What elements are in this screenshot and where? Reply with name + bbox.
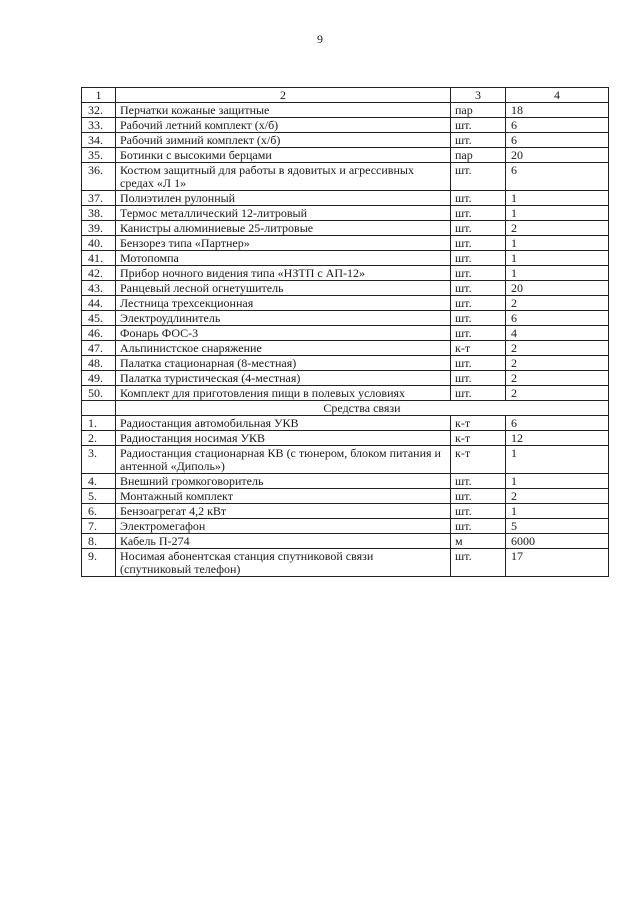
item-quantity: 1 (506, 251, 609, 266)
row-number: 35. (82, 148, 116, 163)
item-name: Альпинистское снаряжение (116, 341, 451, 356)
item-unit: шт. (451, 281, 506, 296)
item-unit: шт. (451, 356, 506, 371)
table-row (82, 431, 609, 446)
table-row (82, 446, 609, 474)
item-name: Канистры алюминиевые 25-литровые (116, 221, 451, 236)
item-unit: шт. (451, 489, 506, 504)
table-row (82, 281, 609, 296)
row-number: 4. (82, 474, 116, 489)
item-quantity: 1 (506, 191, 609, 206)
table-row (82, 133, 609, 148)
row-number: 46. (82, 326, 116, 341)
column-header: 1 (82, 88, 116, 103)
item-name: Комплект для приготовления пищи в полевых условиях (116, 386, 451, 401)
table-row (82, 118, 609, 133)
item-unit: шт. (451, 251, 506, 266)
table-row (82, 103, 609, 118)
item-name: Кабель П-274 (116, 534, 451, 549)
item-unit: шт. (451, 133, 506, 148)
table-header-row (82, 88, 609, 103)
item-unit: пар (451, 148, 506, 163)
item-name: Носимая абонентская станция спутниковой связи (спутниковый телефон) (116, 549, 451, 577)
row-number: 8. (82, 534, 116, 549)
item-quantity: 20 (506, 148, 609, 163)
item-unit: к-т (451, 431, 506, 446)
item-quantity: 2 (506, 296, 609, 311)
row-number: 42. (82, 266, 116, 281)
table-row (82, 474, 609, 489)
table-row (82, 489, 609, 504)
item-name: Радиостанция автомобильная УКВ (116, 416, 451, 431)
row-number: 9. (82, 549, 116, 577)
item-quantity: 17 (506, 549, 609, 577)
row-number: 45. (82, 311, 116, 326)
item-name: Полиэтилен рулонный (116, 191, 451, 206)
item-quantity: 6000 (506, 534, 609, 549)
item-unit: шт. (451, 118, 506, 133)
table-row (82, 236, 609, 251)
item-name: Мотопомпа (116, 251, 451, 266)
row-number: 2. (82, 431, 116, 446)
row-number: 48. (82, 356, 116, 371)
column-header: 4 (506, 88, 609, 103)
item-unit: шт. (451, 191, 506, 206)
item-unit: шт. (451, 311, 506, 326)
item-name: Костюм защитный для работы в ядовитых и агрессивных средах «Л 1» (116, 163, 451, 191)
item-unit: шт. (451, 206, 506, 221)
item-quantity: 1 (506, 504, 609, 519)
item-quantity: 1 (506, 206, 609, 221)
row-number: 50. (82, 386, 116, 401)
item-unit: к-т (451, 416, 506, 431)
row-number: 39. (82, 221, 116, 236)
column-header: 2 (116, 88, 451, 103)
item-quantity: 5 (506, 519, 609, 534)
row-number: 32. (82, 103, 116, 118)
item-unit: шт. (451, 326, 506, 341)
item-name: Палатка туристическая (4-местная) (116, 371, 451, 386)
item-unit: к-т (451, 341, 506, 356)
item-name: Прибор ночного видения типа «НЗТП с АП-12» (116, 266, 451, 281)
item-quantity: 6 (506, 118, 609, 133)
item-quantity: 20 (506, 281, 609, 296)
item-name: Лестница трехсекционная (116, 296, 451, 311)
table-row (82, 356, 609, 371)
item-quantity: 6 (506, 133, 609, 148)
item-quantity: 1 (506, 446, 609, 474)
table-row (82, 519, 609, 534)
table-row (82, 191, 609, 206)
item-quantity: 6 (506, 416, 609, 431)
row-number: 38. (82, 206, 116, 221)
item-unit: шт. (451, 296, 506, 311)
row-number: 49. (82, 371, 116, 386)
item-name: Ранцевый лесной огнетушитель (116, 281, 451, 296)
item-unit: шт. (451, 504, 506, 519)
row-number: 6. (82, 504, 116, 519)
item-name: Электромегафон (116, 519, 451, 534)
item-name: Монтажный комплект (116, 489, 451, 504)
item-unit: м (451, 534, 506, 549)
table-row (82, 221, 609, 236)
item-unit: шт. (451, 266, 506, 281)
row-number: 3. (82, 446, 116, 474)
table-row (82, 251, 609, 266)
item-unit: шт. (451, 221, 506, 236)
item-name: Палатка стационарная (8-местная) (116, 356, 451, 371)
item-unit: шт. (451, 386, 506, 401)
item-unit: шт. (451, 236, 506, 251)
table-row (82, 549, 609, 577)
table-row (82, 266, 609, 281)
item-unit: шт. (451, 371, 506, 386)
item-quantity: 6 (506, 163, 609, 191)
row-number: 34. (82, 133, 116, 148)
item-unit: шт. (451, 163, 506, 191)
section-title: Средства связи (116, 401, 609, 416)
item-name: Электроудлинитель (116, 311, 451, 326)
item-quantity: 2 (506, 489, 609, 504)
table-row (82, 371, 609, 386)
table-row (82, 326, 609, 341)
row-number: 37. (82, 191, 116, 206)
item-name: Бензоагрегат 4,2 кВт (116, 504, 451, 519)
item-quantity: 2 (506, 386, 609, 401)
item-quantity: 18 (506, 103, 609, 118)
item-name: Радиостанция стационарная КВ (с тюнером, блоком питания и антенной «Диполь») (116, 446, 451, 474)
page-number: 9 (317, 32, 323, 46)
item-name: Внешний громкоговоритель (116, 474, 451, 489)
column-header: 3 (451, 88, 506, 103)
item-name: Перчатки кожаные защитные (116, 103, 451, 118)
table-row (82, 206, 609, 221)
item-name: Рабочий летний комплект (х/б) (116, 118, 451, 133)
row-number: 41. (82, 251, 116, 266)
table-row (82, 148, 609, 163)
item-quantity: 1 (506, 236, 609, 251)
item-unit: шт. (451, 549, 506, 577)
item-unit: пар (451, 103, 506, 118)
row-number: 43. (82, 281, 116, 296)
item-unit: шт. (451, 474, 506, 489)
row-number: 36. (82, 163, 116, 191)
item-quantity: 1 (506, 474, 609, 489)
item-quantity: 2 (506, 371, 609, 386)
row-number: 40. (82, 236, 116, 251)
item-name: Рабочий зимний комплект (х/б) (116, 133, 451, 148)
table-row (82, 416, 609, 431)
item-unit: шт. (451, 519, 506, 534)
table-row (82, 296, 609, 311)
section-header-row (82, 401, 609, 416)
item-quantity: 2 (506, 221, 609, 236)
item-name: Ботинки с высокими берцами (116, 148, 451, 163)
item-quantity: 2 (506, 341, 609, 356)
table-row (82, 534, 609, 549)
row-number: 47. (82, 341, 116, 356)
item-name: Термос металлический 12-литровый (116, 206, 451, 221)
table-row (82, 341, 609, 356)
table-row (82, 311, 609, 326)
item-name: Радиостанция носимая УКВ (116, 431, 451, 446)
item-name: Фонарь ФОС-3 (116, 326, 451, 341)
table-row (82, 504, 609, 519)
table-row (82, 163, 609, 191)
row-number: 7. (82, 519, 116, 534)
inventory-table (81, 87, 609, 577)
row-number: 1. (82, 416, 116, 431)
table-row (82, 386, 609, 401)
item-quantity: 1 (506, 266, 609, 281)
row-number: 33. (82, 118, 116, 133)
item-quantity: 2 (506, 356, 609, 371)
item-quantity: 4 (506, 326, 609, 341)
item-quantity: 6 (506, 311, 609, 326)
item-unit: к-т (451, 446, 506, 474)
row-number: 44. (82, 296, 116, 311)
section-empty-cell (82, 401, 116, 416)
item-name: Бензорез типа «Партнер» (116, 236, 451, 251)
item-quantity: 12 (506, 431, 609, 446)
row-number: 5. (82, 489, 116, 504)
